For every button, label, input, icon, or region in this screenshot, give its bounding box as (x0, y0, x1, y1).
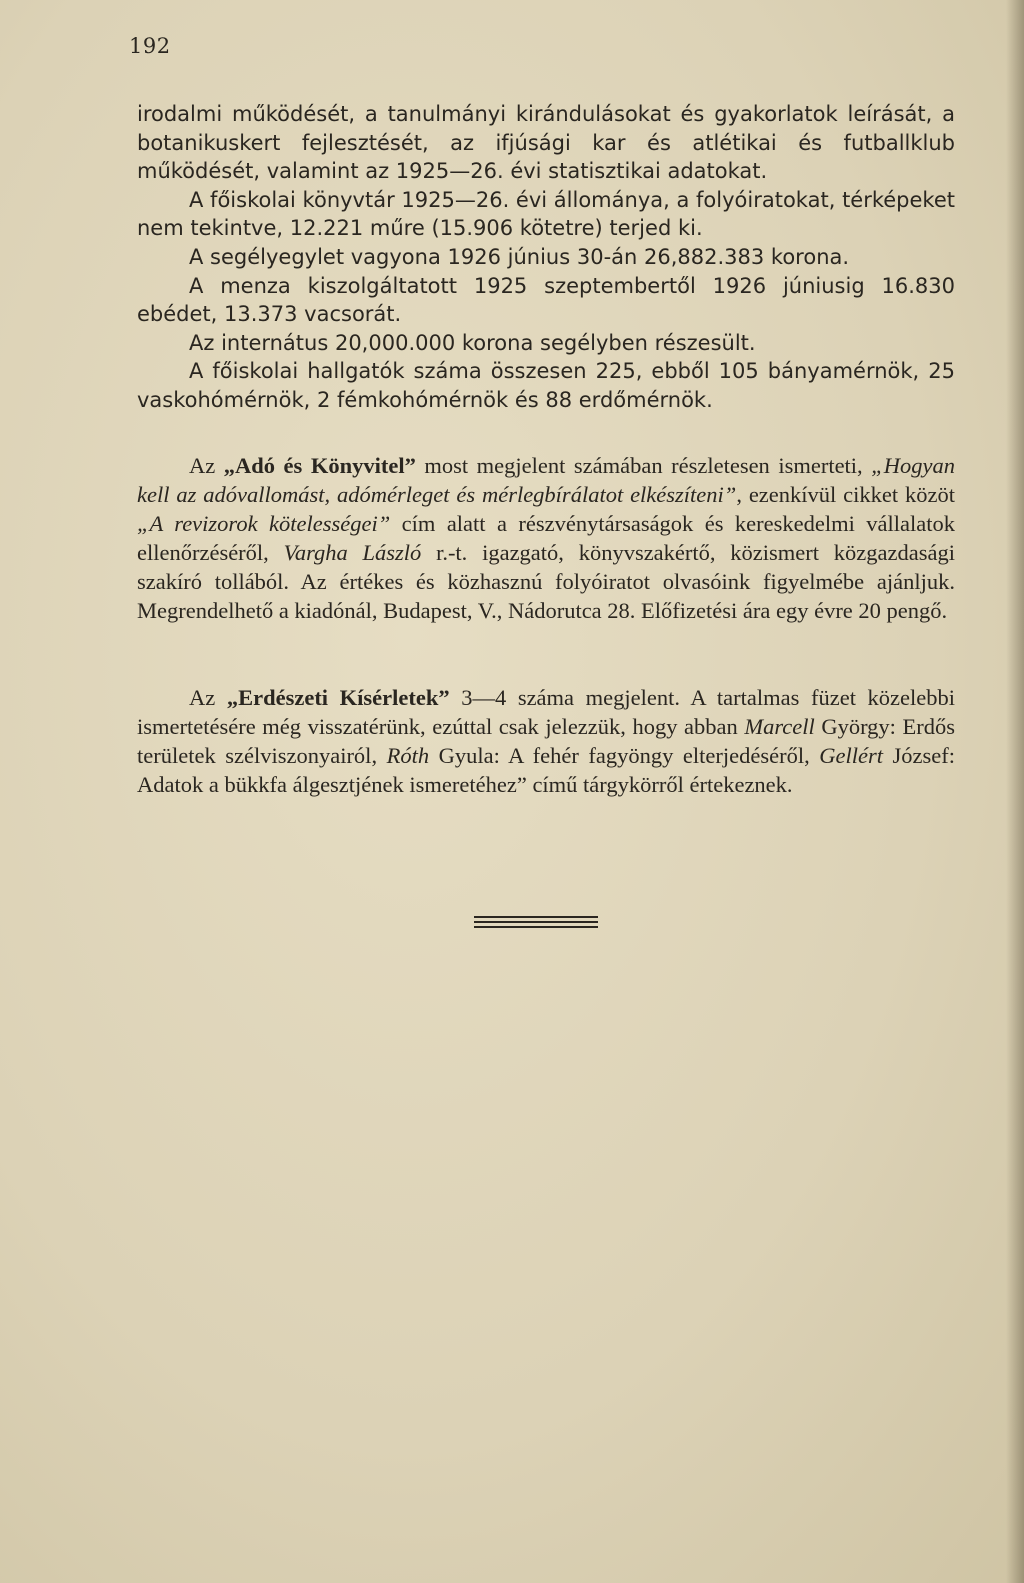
author-name: Vargha László (283, 539, 422, 565)
ado-es-konyvitel-notice (137, 452, 955, 625)
author-name: Róth (386, 742, 430, 768)
erd-paragraph: Az „Erdészeti Kísérletek” 3—4 száma megjelent. A tartalmas füzet közelebbi ismertetésére még visszatérünk, ezúttal csak jelezzük, hogy abban Marcell György: Erdős területek szélviszonyairól, Róth Gyula: A fehér fagyöngy elterjedéséről, Gellért József: Adatok a bükkfa álgesztjének ismeretéhez” című tárgykörről értekeznek. (137, 685, 955, 797)
stats-paragraph-canteen: A menza kiszolgáltatott 1925 szeptembertől 1926 júniusig 16.830 ebédet, 13.373 vacsorát. (137, 273, 955, 327)
section-end-rule (474, 916, 598, 918)
article-title: „A revizorok kötelességei” (137, 510, 391, 536)
author-name: Gellért (819, 742, 883, 768)
journal-title: „Erdészeti Kísérletek” (226, 685, 450, 710)
stats-paragraph-aid-society: A segélyegylet vagyona 1926 június 30-án 26,882.383 korona. (189, 244, 850, 269)
erdeszeti-kiserletek-notice (137, 684, 955, 800)
stats-paragraph-intro: irodalmi működését, a tanulmányi kirándulásokat és gyakorlatok leírását, a botanikuskert fejlesztését, az ifjúsági kar és atlétikai és futballklub működését, valamint az 1925—26. évi statisztikai adatokat. (137, 102, 955, 184)
stats-paragraph-library: A főiskolai könyvtár 1925—26. évi állománya, a folyóiratokat, térképeket nem tekintve, 12.221 műre (15.906 kötetre) terjed ki. (137, 187, 955, 241)
article-title: „Hogyan kell az adóvallomást, adómérleget és mérlegbírálatot elkészíteni” (137, 453, 955, 507)
section-end-rule (474, 921, 598, 923)
stats-paragraph-dormitory: Az internátus 20,000.000 korona segélyben részesült. (189, 330, 756, 355)
author-name: Marcell (744, 713, 815, 739)
page-number: 192 (129, 34, 171, 58)
ado-paragraph: Az „Adó és Könyvitel” most megjelent számában részletesen ismerteti, „Hogyan kell az adóvallomást, adómérleget és mérlegbírálatot elkészíteni”, ezenkívül cikket közöt „A revizorok kötelességei” cím alatt a részvénytársaságok és kereskedelmi vállalatok ellenőrzéséről, Vargha László r.-t. igazgató, könyvszakértő, közismert közgazdasági szakíró tollából. Az értékes és közhasznú folyóiratot olvasóink figyelmébe ajánljuk. Megrendelhető a kiadónál, Budapest, V., Nádorutca 28. Előfizetési ára egy évre 20 pengő. (137, 453, 955, 623)
journal-title: „Adó és Könyvitel” (223, 453, 416, 478)
statistics-section (137, 100, 955, 415)
section-end-rule (474, 926, 598, 928)
stats-paragraph-students: A főiskolai hallgatók száma összesen 225, ebből 105 bányamérnök, 25 vaskohómérnök, 2 fémkohómérnök és 88 erdőmérnök. (137, 359, 955, 412)
